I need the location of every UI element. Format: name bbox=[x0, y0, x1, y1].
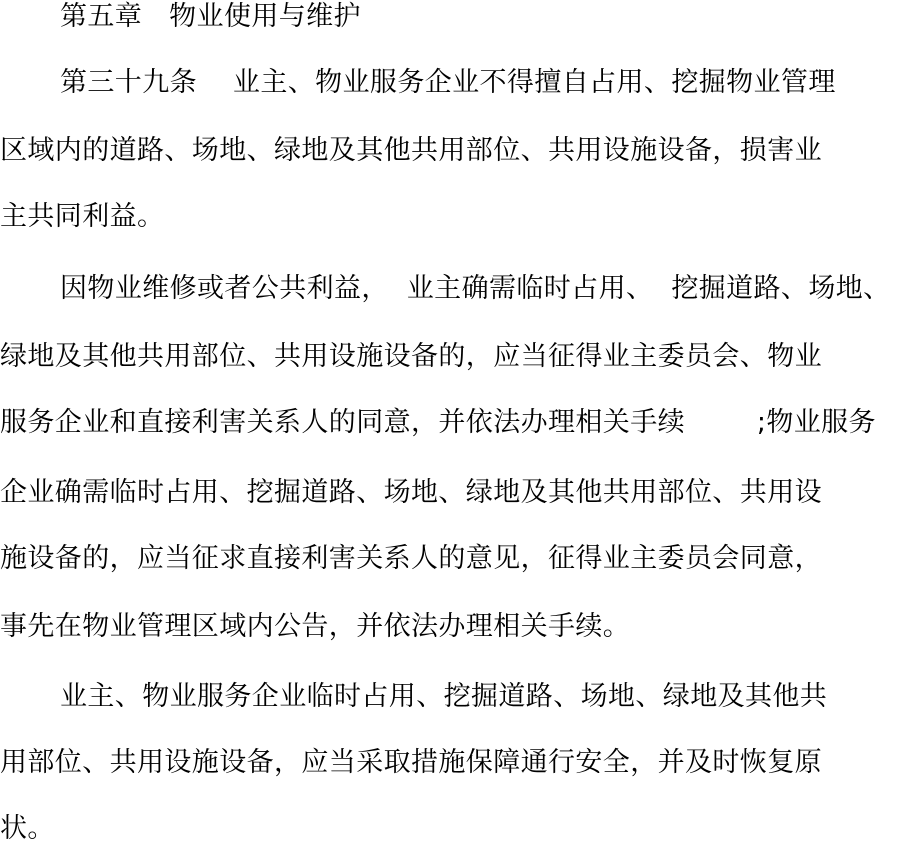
text-line: 第三十九条 业主、物业服务企业不得擅自占用、挖掘物业管理 bbox=[60, 67, 836, 98]
text-line: 业主、物业服务企业临时占用、挖掘道路、场地、绿地及其他共 bbox=[60, 681, 828, 712]
text-line: 事先在物业管理区域内公告，并依法办理相关手续。 bbox=[0, 611, 631, 642]
text-line: 主共同利益。 bbox=[0, 201, 165, 232]
text-line: 服务企业和直接利害关系人的同意，并依法办理相关手续 ;物业服务 bbox=[0, 407, 876, 438]
text-line: 区域内的道路、场地、绿地及其他共用部位、共用设施设备，损害业 bbox=[0, 135, 822, 166]
text-line: 状。 bbox=[0, 813, 55, 844]
text-line: 用部位、共用设施设备，应当采取措施保障通行安全，并及时恢复原 bbox=[0, 747, 822, 778]
text-line: 因物业维修或者公共利益， 业主确需临时占用、 挖掘道路、场地、 bbox=[60, 273, 891, 304]
chapter-heading: 第五章 物业使用与维护 bbox=[60, 1, 361, 32]
text-line: 绿地及其他共用部位、共用设施设备的，应当征得业主委员会、物业 bbox=[0, 341, 822, 372]
text-line: 企业确需临时占用、挖掘道路、场地、绿地及其他共用部位、共用设 bbox=[0, 477, 822, 508]
text-line: 施设备的，应当征求直接利害关系人的意见，征得业主委员会同意， bbox=[0, 543, 822, 574]
